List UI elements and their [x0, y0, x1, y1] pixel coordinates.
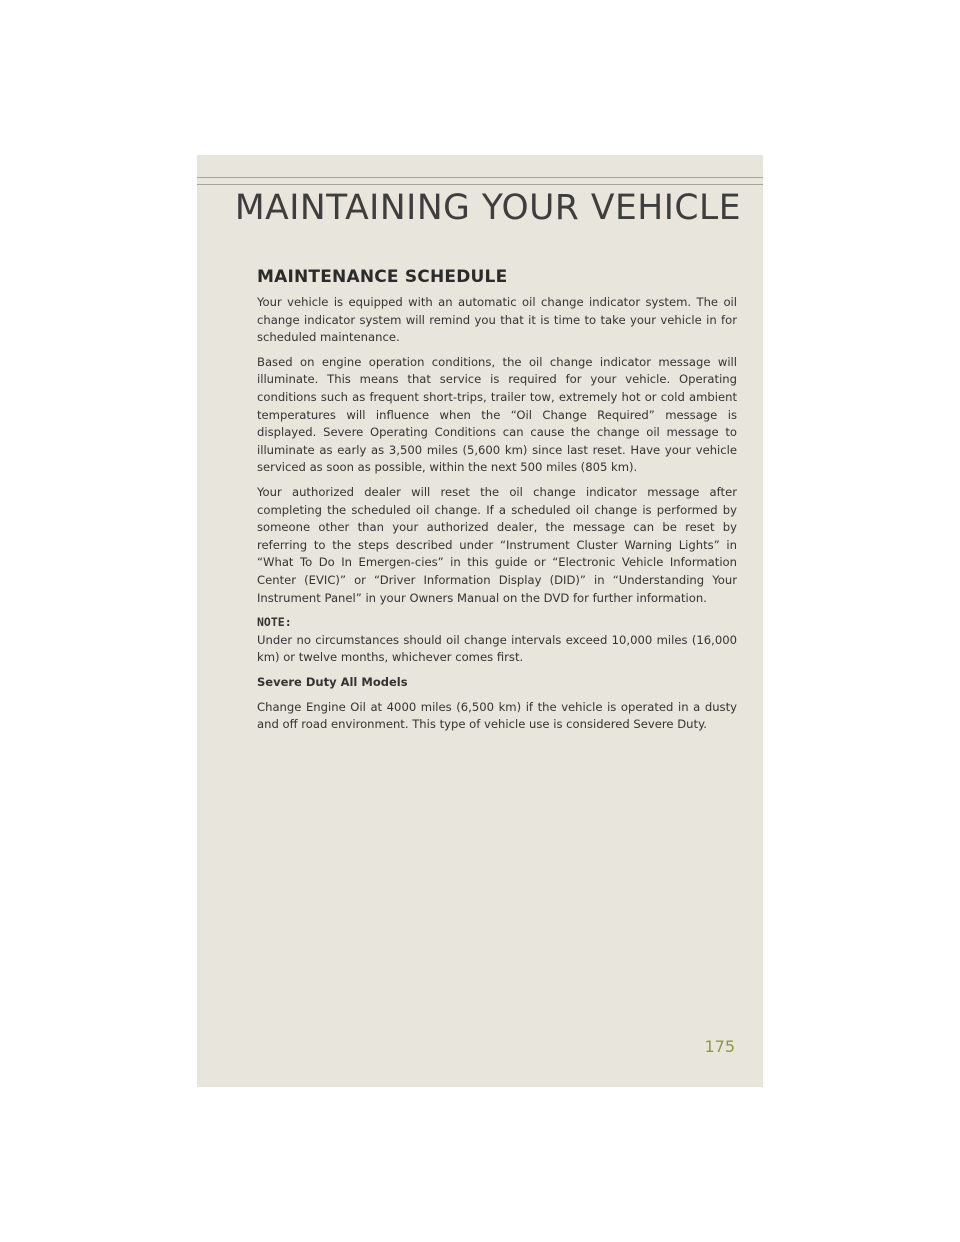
- severe-duty-text: Change Engine Oil at 4000 miles (6,500 km) if the vehicle is operated in a dusty and off road environment. This type of vehicle use is considered Severe Duty.: [257, 699, 737, 732]
- paragraph-dealer-reset: Your authorized dealer will reset the oil change indicator message after completing the scheduled oil change. If a scheduled oil change is performed by someone other than your authorized dealer, the message can be reset by referring to the steps described under “Instrument Cluster Warning Lights” in “What To Do In Emergen-cies” in this guide or “Electronic Vehicle Information Center (EVIC)” or “Driver Information Display (DID)” in “Understanding Your Instrument Panel” in your Owners Manual on the DVD for further information.: [257, 485, 737, 605]
- manual-page: [197, 155, 763, 1087]
- section-title: MAINTENANCE SCHEDULE: [257, 267, 508, 287]
- severe-duty-heading: Severe Duty All Models: [257, 674, 408, 689]
- note-text: Under no circumstances should oil change intervals exceed 10,000 miles (16,000 km) or twelve months, whichever comes first.: [257, 632, 737, 665]
- header-rule-top: [197, 177, 763, 178]
- note-label: NOTE:: [257, 615, 292, 630]
- page-number: 175: [704, 1037, 735, 1056]
- section-content: [257, 266, 737, 741]
- paragraph-operating-conditions: Based on engine operation conditions, the oil change indicator message will illuminate. This means that service is required for your vehicle. Operating conditions such as frequent short-trips, trailer tow, extremely hot or cold ambient temperatures will influence when the “Oil Change Required” message is displayed. Severe Operating Conditions can cause the change oil message to illuminate as early as 3,500 miles (5,600 km) since last reset. Have your vehicle serviced as soon as possible, within the next 500 miles (805 km).: [257, 354, 737, 475]
- header-rule-bottom: [197, 184, 763, 185]
- chapter-title: MAINTAINING YOUR VEHICLE: [234, 188, 741, 228]
- paragraph-oil-indicator-intro: Your vehicle is equipped with an automatic oil change indicator system. The oil change indicator system will remind you that it is time to take your vehicle in for scheduled maintenance.: [257, 295, 737, 345]
